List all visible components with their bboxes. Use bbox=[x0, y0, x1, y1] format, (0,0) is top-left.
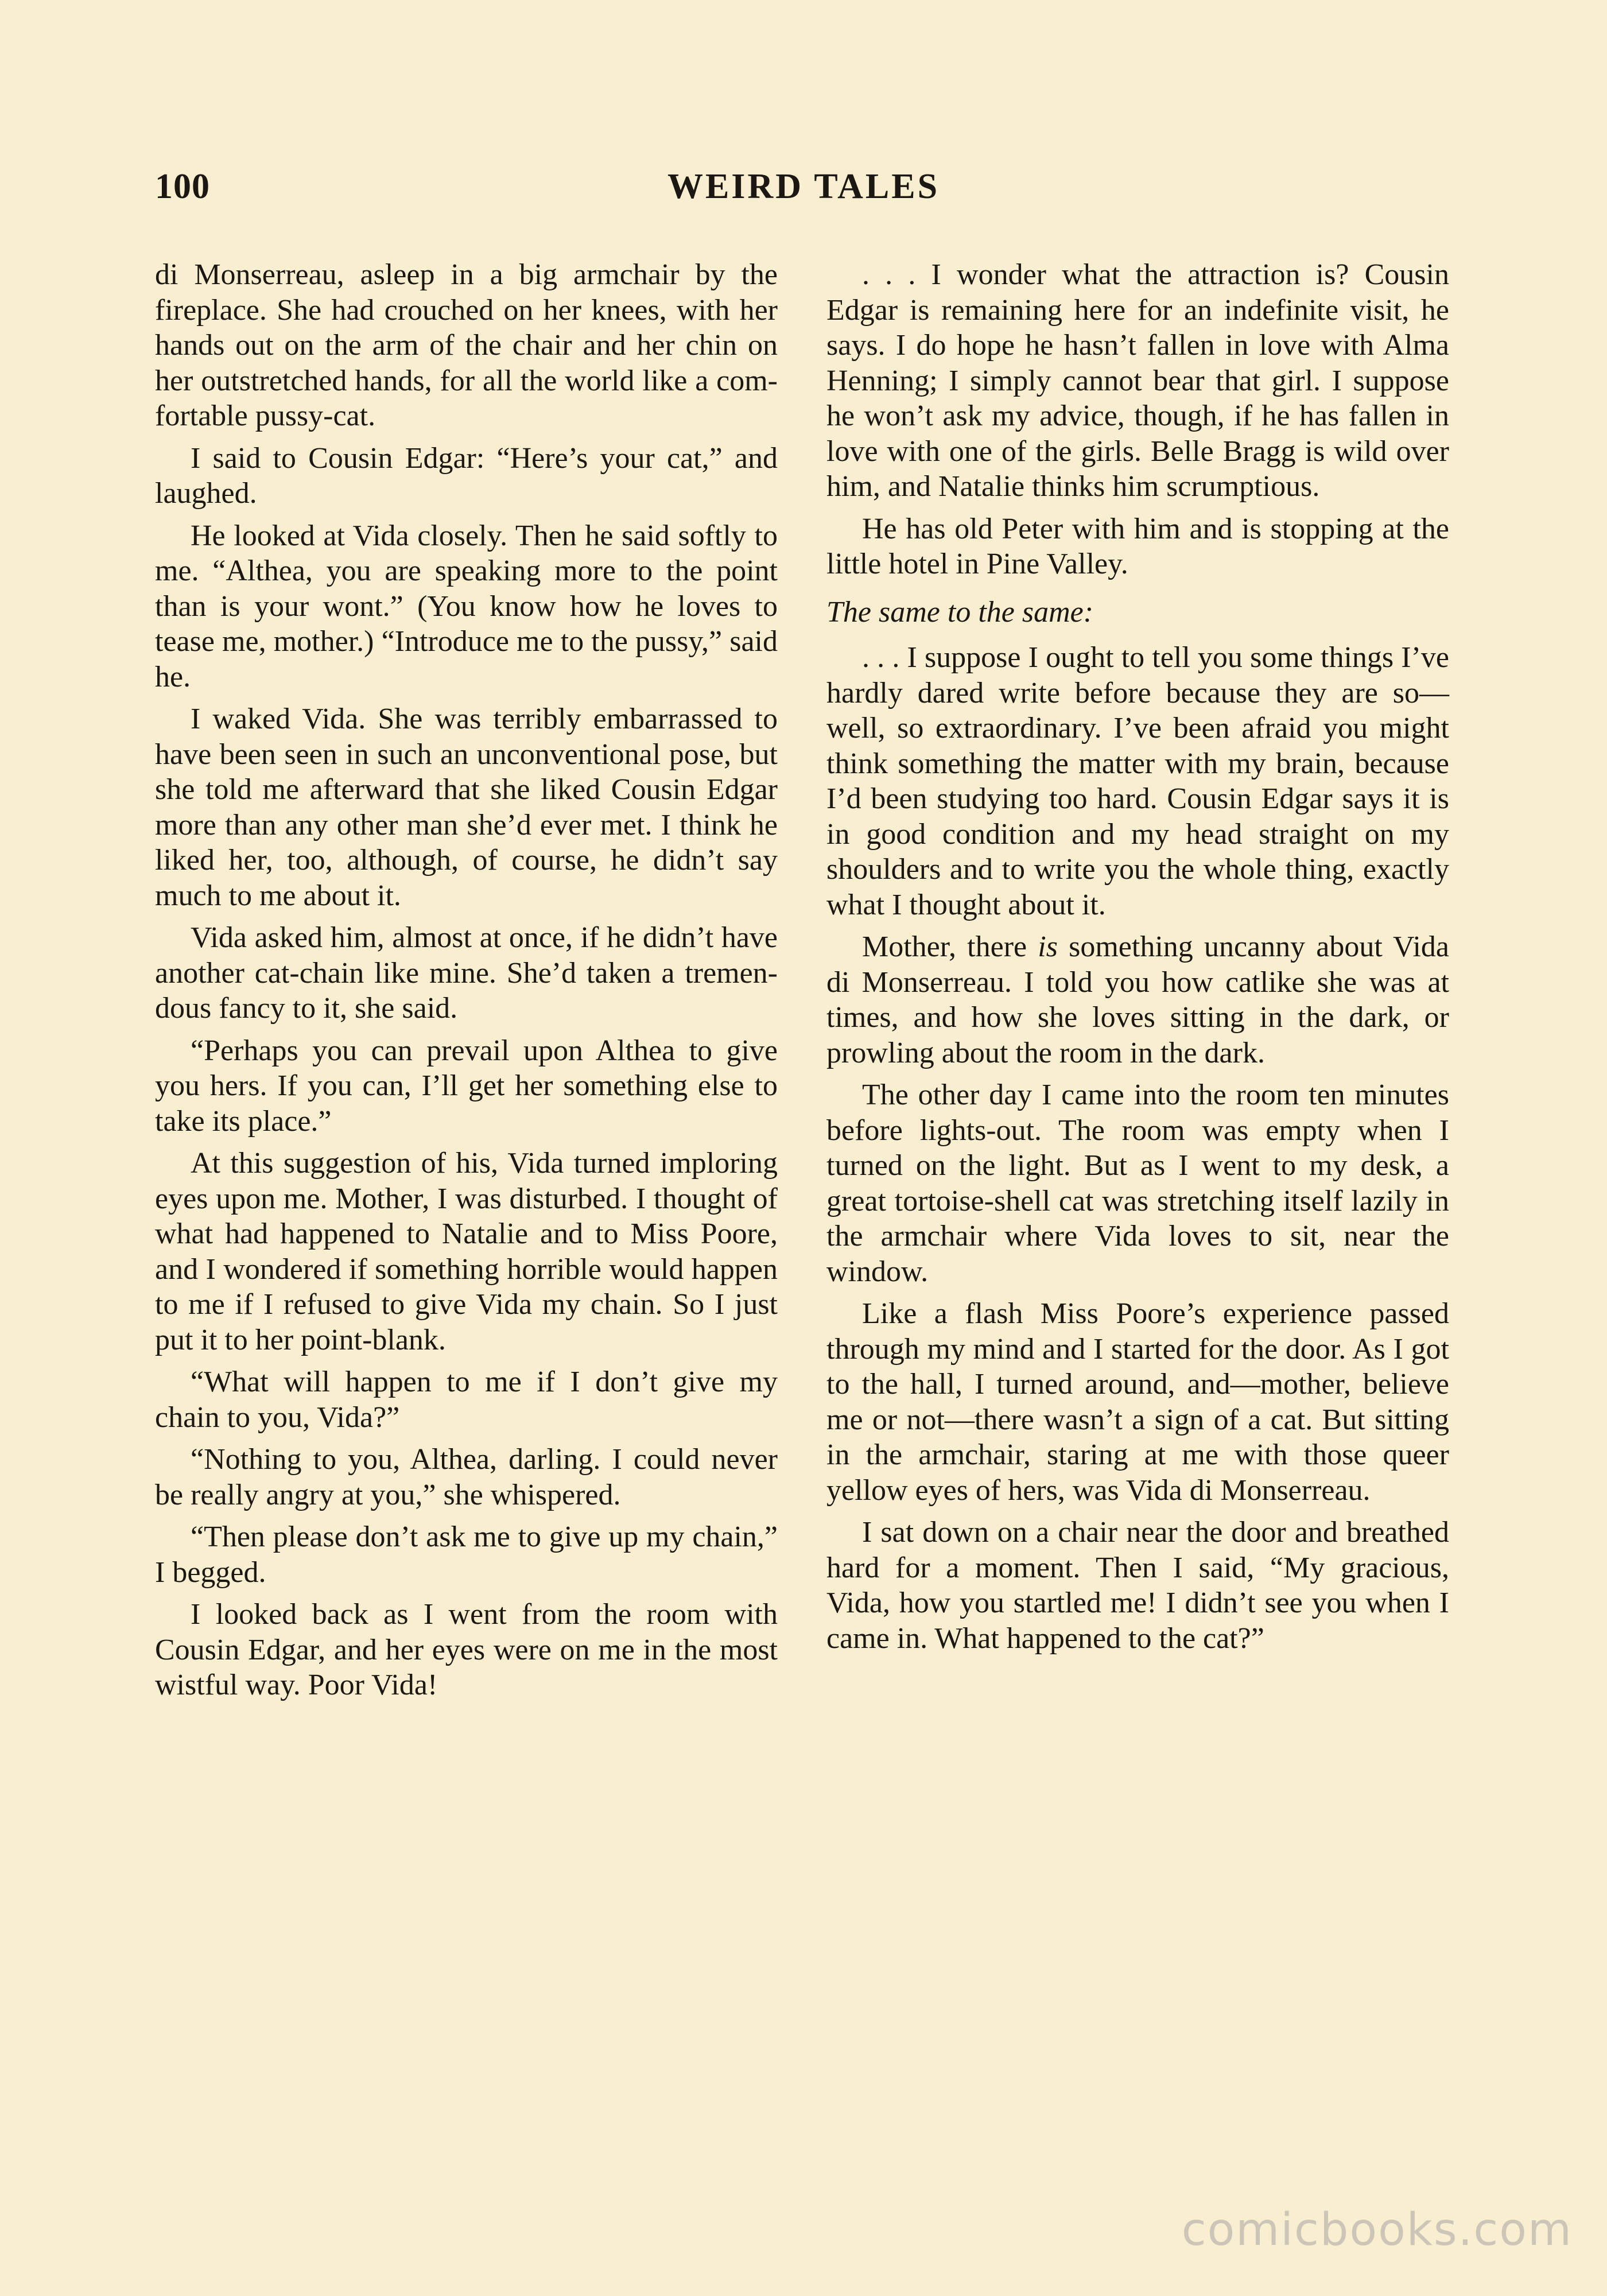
paragraph: . . . I wonder what the attraction is? Cousin Edgar is remaining here for an indefinite visit, he says. I do hope he hasn’t fallen in love with Alma Henning; I simply cannot bear that girl. I suppose he won’t ask my advice, though, if he has fallen in love with one of the girls. Belle Bragg is wild over him, and Natalie thinks him scrumptious. bbox=[826, 258, 1449, 503]
section-heading: The same to the same: bbox=[826, 595, 1094, 629]
paragraph: I said to Cousin Edgar: “Here’s your cat,” and laughed. bbox=[155, 441, 778, 510]
paragraph: The other day I came into the room ten minutes before lights-out. The room was empty when I turned on the light. But as I went to my desk, a great tortoise-shell cat was stretching itself lazily in the armchair where Vida loves to sit, near the window. bbox=[826, 1079, 1449, 1288]
page-number: 100 bbox=[155, 167, 210, 206]
paragraph: “Then please don’t ask me to give up my chain,” I begged. bbox=[155, 1521, 778, 1589]
paragraph: “What will happen to me if I don’t give my chain to you, Vida?” bbox=[155, 1366, 778, 1434]
left-column bbox=[155, 257, 778, 1710]
right-column bbox=[826, 257, 1449, 1663]
paragraph: di Monserreau, asleep in a big armchair by the fireplace. She had crouched on her knees, with her hands out on the arm of the chair and her chin on her outstretched hands, for all the world like a comfortable pussy-cat. bbox=[155, 258, 778, 432]
paragraph: I looked back as I went from the room with Cousin Edgar, and her eyes were on me in the most wistful way. Poor Vida! bbox=[155, 1598, 778, 1701]
paragraph-text: Mother, there bbox=[862, 930, 1038, 963]
paragraph bbox=[826, 929, 1449, 1071]
paragraph: “Perhaps you can prevail upon Althea to give you hers. If you can, I’ll get her something else to take its place.” bbox=[155, 1034, 778, 1138]
paragraph: At this suggestion of his, Vida turned imploring eyes upon me. Mother, I was disturbed. I thought of what had happened to Natalie and to Miss Poore, and I wondered if something horrible would happen to me if I refused to give Vida my chain. So I just put it to her point-blank. bbox=[155, 1147, 778, 1356]
page-header bbox=[155, 166, 1452, 218]
paragraph: Like a flash Miss Poore’s experience passed through my mind and I started for the door. As I got to the hall, I turned around, and—mother, believe me or not—there wasn’t a sign of a cat. But sitting in the armchair, staring at me with those queer yellow eyes of hers, was Vida di Monserreau. bbox=[826, 1297, 1449, 1507]
paragraph: I sat down on a chair near the door and breathed hard for a moment. Then I said, “My gracious, Vida, how you startled me! I didn’t see you when I came in. What happened to the cat?” bbox=[826, 1516, 1449, 1655]
running-head: WEIRD TALES bbox=[667, 167, 940, 206]
paragraph: He has old Peter with him and is stopping at the little hotel in Pine Valley. bbox=[826, 512, 1449, 580]
paragraph: . . . I suppose I ought to tell you some things I’ve hardly dared write before because they are so—well, so extraordinary. I’ve been afraid you might think something the matter with my brain, because I’d been studying too hard. Cousin Edgar says it is in good condition and my head straight on my shoulders and to write you the whole thing, exactly what I thought about it. bbox=[826, 641, 1449, 921]
watermark: comicbooks.com bbox=[1181, 2204, 1573, 2256]
paragraph: He looked at Vida closely. Then he said softly to me. “Althea, you are speaking more to the point than is your wont.” (You know how he loves to tease me, mother.) “Introduce me to the pussy,” said he. bbox=[155, 519, 778, 693]
paragraph: “Nothing to you, Althea, darling. I could never be really angry at you,” she whispered. bbox=[155, 1443, 778, 1511]
emphasis-text: is bbox=[1038, 930, 1058, 963]
paragraph-text: something uncanny about Vida di Monserreau. I told you how catlike she was at times, and how she loves sitting in the dark, or prowling about the room in the dark. bbox=[826, 930, 1449, 1069]
paragraph: I waked Vida. She was terribly embarrassed to have been seen in such an unconventional pose, but she told me afterward that she liked Cousin Edgar more than any other man she’d ever met. I think he liked her, too, although, of course, he didn’t say much to me about it. bbox=[155, 703, 778, 912]
paragraph: Vida asked him, almost at once, if he didn’t have another cat-chain like mine. She’d taken a tremendous fancy to it, she said. bbox=[155, 921, 778, 1025]
